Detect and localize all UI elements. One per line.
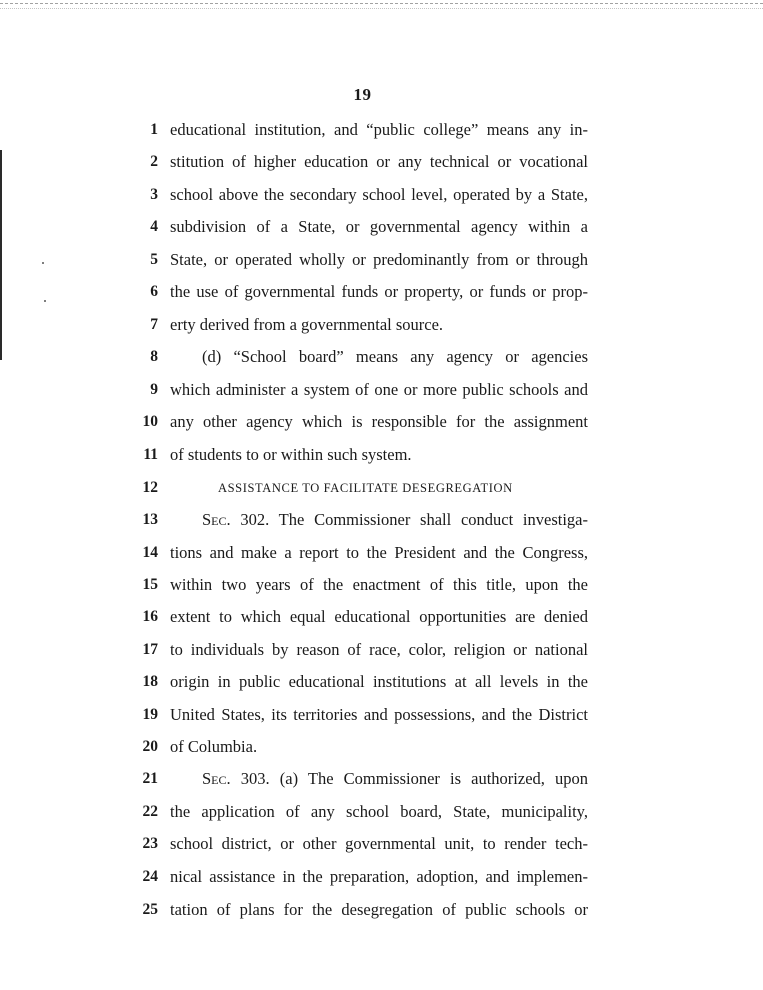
text-line-8 bbox=[0, 345, 763, 375]
line-text: the use of governmental funds or property, or funds or prop- bbox=[170, 282, 588, 301]
text-line-4 bbox=[0, 215, 763, 245]
line-text: school district, or other governmental unit, to render tech- bbox=[170, 834, 588, 853]
line-number: 19 bbox=[142, 706, 158, 723]
line-number: 10 bbox=[142, 413, 158, 430]
line-text: tation of plans for the desegregation of public schools or bbox=[170, 900, 588, 919]
line-text: to individuals by reason of race, color, religion or national bbox=[170, 640, 588, 659]
line-text: origin in public educational institutions at all levels in the bbox=[170, 672, 588, 691]
section-label: Sec. bbox=[202, 769, 231, 788]
text-line-21 bbox=[0, 767, 763, 797]
text-line-17 bbox=[0, 638, 763, 668]
text-line-22 bbox=[0, 800, 763, 830]
text-line-13 bbox=[0, 508, 763, 538]
text-line-6 bbox=[0, 280, 763, 310]
text-line-19 bbox=[0, 703, 763, 733]
line-text: which administer a system of one or more public schools and bbox=[170, 380, 588, 399]
text-line-20 bbox=[0, 735, 763, 765]
line-text bbox=[170, 508, 588, 532]
line-number: 25 bbox=[142, 901, 158, 918]
line-number: 3 bbox=[150, 186, 158, 203]
line-number: 20 bbox=[142, 738, 158, 755]
scan-top-edge bbox=[0, 3, 763, 9]
text-line-9 bbox=[0, 378, 763, 408]
line-text: the application of any school board, State, municipality, bbox=[170, 802, 588, 821]
line-number: 7 bbox=[150, 316, 158, 333]
text-line-5 bbox=[0, 248, 763, 278]
text-line-14 bbox=[0, 541, 763, 571]
line-text: school above the secondary school level, operated by a State, bbox=[170, 185, 588, 204]
text-line-10 bbox=[0, 410, 763, 440]
line-text: State, or operated wholly or predominantly from or through bbox=[170, 250, 588, 269]
page-number: 19 bbox=[353, 85, 372, 104]
line-number: 1 bbox=[150, 121, 158, 138]
text-line-1 bbox=[0, 118, 763, 148]
line-text: of Columbia. bbox=[170, 737, 258, 756]
text-line-24 bbox=[0, 865, 763, 895]
line-number: 15 bbox=[142, 576, 158, 593]
line-number: 18 bbox=[142, 673, 158, 690]
line-number: 4 bbox=[150, 218, 158, 235]
line-text: tions and make a report to the President and the Congress, bbox=[170, 543, 588, 562]
line-number: 6 bbox=[150, 283, 158, 300]
line-number: 8 bbox=[150, 348, 158, 365]
text-line-15 bbox=[0, 573, 763, 603]
line-number: 2 bbox=[150, 153, 158, 170]
line-text: stitution of higher education or any technical or vocational bbox=[170, 152, 588, 171]
line-text bbox=[170, 767, 588, 791]
line-text: (d) “School board” means any agency or agencies bbox=[202, 347, 588, 366]
line-text-body: 303. (a) The Commissioner is authorized, upon bbox=[240, 769, 588, 788]
section-label: Sec. bbox=[202, 510, 231, 529]
line-text: erty derived from a governmental source. bbox=[170, 315, 444, 334]
line-text: educational institution, and “public college” means any in- bbox=[170, 120, 588, 139]
line-number: 24 bbox=[142, 868, 158, 885]
line-number: 9 bbox=[150, 381, 158, 398]
text-line-25 bbox=[0, 898, 763, 928]
line-number: 23 bbox=[142, 835, 158, 852]
line-text-body: 302. The Commissioner shall conduct investiga- bbox=[240, 510, 588, 529]
line-text: extent to which equal educational opportunities are denied bbox=[170, 607, 588, 626]
text-line-2 bbox=[0, 150, 763, 180]
line-number: 22 bbox=[142, 803, 158, 820]
line-text: of students to or within such system. bbox=[170, 445, 412, 464]
line-text: subdivision of a State, or governmental agency within a bbox=[170, 217, 588, 236]
section-heading: ASSISTANCE TO FACILITATE DESEGREGATION bbox=[218, 481, 513, 495]
line-number: 16 bbox=[142, 608, 158, 625]
line-number: 12 bbox=[142, 479, 158, 496]
text-line-7 bbox=[0, 313, 763, 343]
line-text: nical assistance in the preparation, adoption, and implemen- bbox=[170, 867, 588, 886]
text-line-23 bbox=[0, 832, 763, 862]
line-number: 21 bbox=[142, 770, 158, 787]
line-number: 14 bbox=[142, 544, 158, 561]
text-line-18 bbox=[0, 670, 763, 700]
line-text: within two years of the enactment of this title, upon the bbox=[170, 575, 588, 594]
text-line-11 bbox=[0, 443, 763, 473]
line-number: 5 bbox=[150, 251, 158, 268]
text-line-12 bbox=[0, 476, 763, 506]
line-number: 11 bbox=[143, 446, 158, 463]
text-line-3 bbox=[0, 183, 763, 213]
line-text: any other agency which is responsible for the assignment bbox=[170, 412, 588, 431]
text-line-16 bbox=[0, 605, 763, 635]
line-number: 17 bbox=[142, 641, 158, 658]
line-text: United States, its territories and possessions, and the District bbox=[170, 705, 588, 724]
line-number: 13 bbox=[142, 511, 158, 528]
